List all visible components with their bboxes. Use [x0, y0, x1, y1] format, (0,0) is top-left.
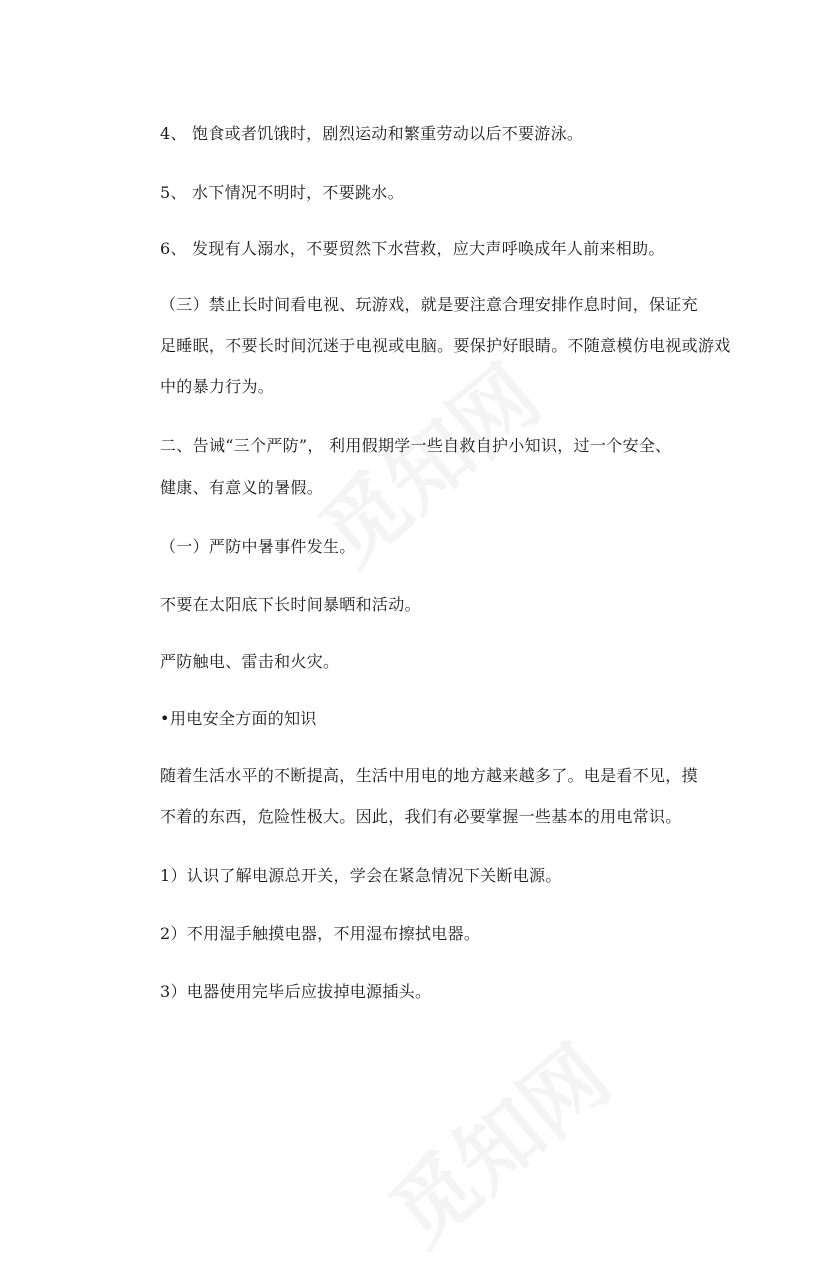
subsection-heading: （一）严防中暑事件发生。 — [160, 537, 356, 556]
list-item: 3）电器使用完毕后应拔掉电源插头。 — [160, 982, 432, 1001]
bullet-item — [160, 709, 317, 729]
bullet-item-text: 用电安全方面的知识 — [170, 709, 317, 728]
list-item-text: 发现有人溺水，不要贸然下水营救，应大声呼唤成年人前来相助。 — [192, 239, 665, 258]
list-item: 2）不用湿手触摸电器，不用湿布擦拭电器。 — [160, 924, 481, 943]
paragraph-line: 不要在太阳底下长时间暴晒和活动。 — [160, 595, 421, 614]
list-item — [160, 239, 665, 259]
list-item-number: 5、 — [160, 183, 187, 202]
list-item-number: 6、 — [160, 239, 187, 258]
section-heading: 二、告诫“三个严防”， 利用假期学一些自救自护小知识，过一个安全、 — [160, 436, 672, 455]
list-item — [160, 183, 404, 203]
paragraph-line: （三）禁止长时间看电视、玩游戏，就是要注意合理安排作息时间，保证充 — [160, 295, 698, 314]
bullet-icon: • — [160, 709, 170, 728]
paragraph-line: 随着生活水平的不断提高，生活中用电的地方越来越多了。电是看不见，摸 — [160, 766, 698, 785]
watermark — [361, 1013, 632, 1268]
list-item — [160, 124, 583, 144]
list-item-text: 水下情况不明时，不要跳水。 — [192, 183, 404, 202]
list-item: 1）认识了解电源总开关，学会在紧急情况下关断电源。 — [160, 866, 562, 885]
list-item-number: 4、 — [160, 124, 187, 143]
paragraph-line: 不着的东西，危险性极大。因此，我们有必要掌握一些基本的用电常识。 — [160, 807, 682, 826]
paragraph-line: 严防触电、雷击和火灾。 — [160, 652, 340, 671]
paragraph-line: 中的暴力行为。 — [160, 377, 275, 396]
paragraph-line: 健康、有意义的暑假。 — [160, 478, 324, 497]
list-item-text: 饱食或者饥饿时，剧烈运动和繁重劳动以后不要游泳。 — [192, 124, 584, 143]
paragraph-line: 足睡眠，不要长时间沉迷于电视或电脑。要保护好眼睛。不随意模仿电视或游戏 — [160, 336, 731, 355]
